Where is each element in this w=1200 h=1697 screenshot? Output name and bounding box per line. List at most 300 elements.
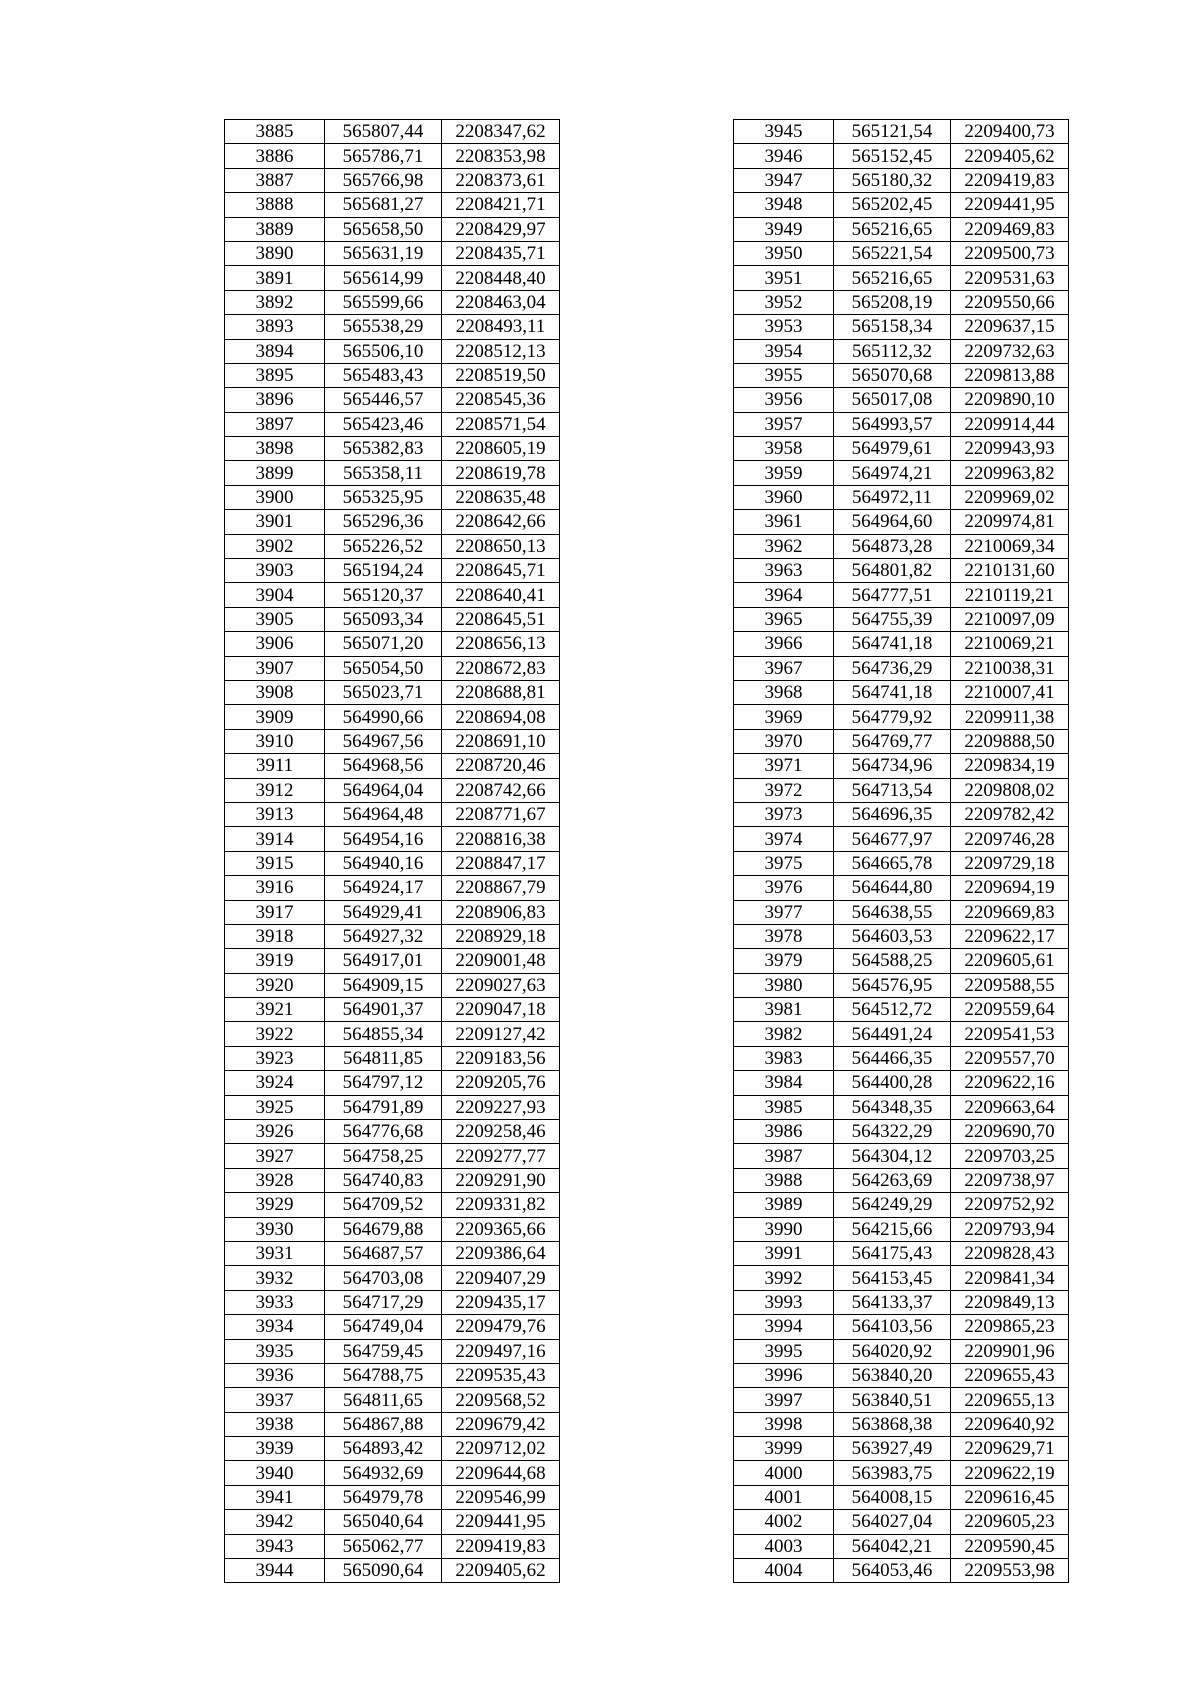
x-coordinate-cell: 565599,66: [325, 290, 442, 314]
y-coordinate-cell: 2208347,62: [442, 120, 560, 144]
x-coordinate-cell: 564867,88: [325, 1412, 442, 1436]
table-row: [734, 290, 1069, 314]
x-coordinate-cell: 564776,68: [325, 1120, 442, 1144]
table-row: [734, 217, 1069, 241]
point-number-cell: 3918: [225, 924, 325, 948]
x-coordinate-cell: 564779,92: [834, 705, 951, 729]
point-number-cell: 3954: [734, 339, 834, 363]
table-row: [734, 656, 1069, 680]
y-coordinate-cell: 2209500,73: [951, 241, 1069, 265]
x-coordinate-cell: 564215,66: [834, 1217, 951, 1241]
x-coordinate-cell: 564968,56: [325, 754, 442, 778]
point-number-cell: 3926: [225, 1120, 325, 1144]
table-row: [225, 973, 560, 997]
x-coordinate-cell: 565681,27: [325, 193, 442, 217]
y-coordinate-cell: 2209568,52: [442, 1388, 560, 1412]
table-row: [225, 266, 560, 290]
table-row: [225, 632, 560, 656]
table-row: [225, 1339, 560, 1363]
table-row: [734, 1437, 1069, 1461]
y-coordinate-cell: 2209616,45: [951, 1485, 1069, 1509]
point-number-cell: 3950: [734, 241, 834, 265]
y-coordinate-cell: 2209605,61: [951, 949, 1069, 973]
table-row: [225, 1144, 560, 1168]
y-coordinate-cell: 2209644,68: [442, 1461, 560, 1485]
y-coordinate-cell: 2209690,70: [951, 1120, 1069, 1144]
y-coordinate-cell: 2210119,21: [951, 583, 1069, 607]
y-coordinate-cell: 2209550,66: [951, 290, 1069, 314]
table-row: [225, 1266, 560, 1290]
point-number-cell: 3975: [734, 851, 834, 875]
y-coordinate-cell: 2209435,17: [442, 1290, 560, 1314]
table-row: [225, 1412, 560, 1436]
point-number-cell: 3985: [734, 1095, 834, 1119]
point-number-cell: 3887: [225, 168, 325, 192]
x-coordinate-cell: 564042,21: [834, 1534, 951, 1558]
point-number-cell: 3903: [225, 559, 325, 583]
table-row: [225, 680, 560, 704]
y-coordinate-cell: 2208605,19: [442, 437, 560, 461]
table-row: [734, 1168, 1069, 1192]
y-coordinate-cell: 2209669,83: [951, 900, 1069, 924]
x-coordinate-cell: 565296,36: [325, 510, 442, 534]
table-row: [734, 1485, 1069, 1509]
y-coordinate-cell: 2208691,10: [442, 729, 560, 753]
table-row: [225, 1290, 560, 1314]
point-number-cell: 3986: [734, 1120, 834, 1144]
point-number-cell: 3997: [734, 1388, 834, 1412]
x-coordinate-cell: 564755,39: [834, 607, 951, 631]
y-coordinate-cell: 2208906,83: [442, 900, 560, 924]
y-coordinate-cell: 2208512,13: [442, 339, 560, 363]
table-row: [734, 1412, 1069, 1436]
y-coordinate-cell: 2209553,98: [951, 1559, 1069, 1583]
y-coordinate-cell: 2209849,13: [951, 1290, 1069, 1314]
x-coordinate-cell: 564972,11: [834, 485, 951, 509]
table-row: [225, 1315, 560, 1339]
y-coordinate-cell: 2209277,77: [442, 1144, 560, 1168]
y-coordinate-cell: 2208640,41: [442, 583, 560, 607]
x-coordinate-cell: 565786,71: [325, 144, 442, 168]
y-coordinate-cell: 2209441,95: [951, 193, 1069, 217]
point-number-cell: 3933: [225, 1290, 325, 1314]
x-coordinate-cell: 565152,45: [834, 144, 951, 168]
point-number-cell: 3974: [734, 827, 834, 851]
table-row: [225, 412, 560, 436]
x-coordinate-cell: 564348,35: [834, 1095, 951, 1119]
point-number-cell: 4000: [734, 1461, 834, 1485]
table-row: [225, 1120, 560, 1144]
y-coordinate-cell: 2208645,51: [442, 607, 560, 631]
table-row: [734, 802, 1069, 826]
y-coordinate-cell: 2209746,28: [951, 827, 1069, 851]
x-coordinate-cell: 564801,82: [834, 559, 951, 583]
table-row: [225, 461, 560, 485]
y-coordinate-cell: 2209828,43: [951, 1241, 1069, 1265]
x-coordinate-cell: 564491,24: [834, 1022, 951, 1046]
x-coordinate-cell: 565090,64: [325, 1559, 442, 1583]
y-coordinate-cell: 2209943,93: [951, 437, 1069, 461]
y-coordinate-cell: 2208353,98: [442, 144, 560, 168]
y-coordinate-cell: 2209441,95: [442, 1510, 560, 1534]
y-coordinate-cell: 2208635,48: [442, 485, 560, 509]
x-coordinate-cell: 565614,99: [325, 266, 442, 290]
point-number-cell: 3972: [734, 778, 834, 802]
point-number-cell: 3916: [225, 876, 325, 900]
x-coordinate-cell: 564322,29: [834, 1120, 951, 1144]
table-row: [225, 949, 560, 973]
x-coordinate-cell: 564008,15: [834, 1485, 951, 1509]
point-number-cell: 3904: [225, 583, 325, 607]
y-coordinate-cell: 2209419,83: [951, 168, 1069, 192]
point-number-cell: 3946: [734, 144, 834, 168]
x-coordinate-cell: 565325,95: [325, 485, 442, 509]
y-coordinate-cell: 2209559,64: [951, 998, 1069, 1022]
y-coordinate-cell: 2209291,90: [442, 1168, 560, 1192]
x-coordinate-cell: 564964,04: [325, 778, 442, 802]
x-coordinate-cell: 565226,52: [325, 534, 442, 558]
x-coordinate-cell: 564909,15: [325, 973, 442, 997]
point-number-cell: 3934: [225, 1315, 325, 1339]
table-row: [225, 1022, 560, 1046]
x-coordinate-cell: 564734,96: [834, 754, 951, 778]
y-coordinate-cell: 2208694,08: [442, 705, 560, 729]
table-row: [734, 1461, 1069, 1485]
table-row: [734, 339, 1069, 363]
y-coordinate-cell: 2209914,44: [951, 412, 1069, 436]
x-coordinate-cell: 564677,97: [834, 827, 951, 851]
y-coordinate-cell: 2209557,70: [951, 1046, 1069, 1070]
table-row: [734, 973, 1069, 997]
table-row: [734, 851, 1069, 875]
table-row: [225, 607, 560, 631]
point-number-cell: 3906: [225, 632, 325, 656]
table-row: [225, 534, 560, 558]
table-row: [225, 998, 560, 1022]
x-coordinate-cell: 564901,37: [325, 998, 442, 1022]
x-coordinate-cell: 565506,10: [325, 339, 442, 363]
x-coordinate-cell: 564696,35: [834, 802, 951, 826]
point-number-cell: 3905: [225, 607, 325, 631]
point-number-cell: 3956: [734, 388, 834, 412]
y-coordinate-cell: 2209546,99: [442, 1485, 560, 1509]
table-row: [225, 485, 560, 509]
table-row: [734, 266, 1069, 290]
point-number-cell: 3927: [225, 1144, 325, 1168]
table-row: [734, 1266, 1069, 1290]
point-number-cell: 3965: [734, 607, 834, 631]
y-coordinate-cell: 2209622,19: [951, 1461, 1069, 1485]
x-coordinate-cell: 565631,19: [325, 241, 442, 265]
point-number-cell: 3942: [225, 1510, 325, 1534]
table-row: [734, 1095, 1069, 1119]
point-number-cell: 3996: [734, 1363, 834, 1387]
point-number-cell: 3995: [734, 1339, 834, 1363]
x-coordinate-cell: 565120,37: [325, 583, 442, 607]
table-row: [734, 1559, 1069, 1583]
x-coordinate-cell: 565023,71: [325, 680, 442, 704]
x-coordinate-cell: 565121,54: [834, 120, 951, 144]
y-coordinate-cell: 2208435,71: [442, 241, 560, 265]
table-row: [225, 1241, 560, 1265]
x-coordinate-cell: 565216,65: [834, 266, 951, 290]
point-number-cell: 3951: [734, 266, 834, 290]
table-row: [225, 437, 560, 461]
y-coordinate-cell: 2208847,17: [442, 851, 560, 875]
y-coordinate-cell: 2208672,83: [442, 656, 560, 680]
point-number-cell: 3925: [225, 1095, 325, 1119]
point-number-cell: 3945: [734, 120, 834, 144]
table-row: [734, 900, 1069, 924]
y-coordinate-cell: 2209738,97: [951, 1168, 1069, 1192]
x-coordinate-cell: 564932,69: [325, 1461, 442, 1485]
x-coordinate-cell: 565658,50: [325, 217, 442, 241]
x-coordinate-cell: 564873,28: [834, 534, 951, 558]
table-row: [225, 1095, 560, 1119]
x-coordinate-cell: 564788,75: [325, 1363, 442, 1387]
y-coordinate-cell: 2209258,46: [442, 1120, 560, 1144]
y-coordinate-cell: 2209793,94: [951, 1217, 1069, 1241]
table-row: [734, 559, 1069, 583]
table-row: [225, 120, 560, 144]
y-coordinate-cell: 2209712,02: [442, 1437, 560, 1461]
point-number-cell: 3935: [225, 1339, 325, 1363]
x-coordinate-cell: 564974,21: [834, 461, 951, 485]
point-number-cell: 3943: [225, 1534, 325, 1558]
point-number-cell: 3962: [734, 534, 834, 558]
table-row: [225, 1559, 560, 1583]
y-coordinate-cell: 2209227,93: [442, 1095, 560, 1119]
point-number-cell: 3991: [734, 1241, 834, 1265]
table-row: [734, 363, 1069, 387]
point-number-cell: 3983: [734, 1046, 834, 1070]
y-coordinate-cell: 2208571,54: [442, 412, 560, 436]
table-row: [225, 656, 560, 680]
point-number-cell: 3889: [225, 217, 325, 241]
y-coordinate-cell: 2209679,42: [442, 1412, 560, 1436]
point-number-cell: 4002: [734, 1510, 834, 1534]
y-coordinate-cell: 2209637,15: [951, 315, 1069, 339]
point-number-cell: 3993: [734, 1290, 834, 1314]
y-coordinate-cell: 2209732,63: [951, 339, 1069, 363]
point-number-cell: 3944: [225, 1559, 325, 1583]
x-coordinate-cell: 564103,56: [834, 1315, 951, 1339]
table-row: [225, 217, 560, 241]
y-coordinate-cell: 2209469,83: [951, 217, 1069, 241]
point-number-cell: 3994: [734, 1315, 834, 1339]
y-coordinate-cell: 2209047,18: [442, 998, 560, 1022]
x-coordinate-cell: 565358,11: [325, 461, 442, 485]
y-coordinate-cell: 2209419,83: [442, 1534, 560, 1558]
table-row: [734, 632, 1069, 656]
point-number-cell: 3900: [225, 485, 325, 509]
y-coordinate-cell: 2209405,62: [951, 144, 1069, 168]
x-coordinate-cell: 565807,44: [325, 120, 442, 144]
table-row: [734, 680, 1069, 704]
point-number-cell: 3930: [225, 1217, 325, 1241]
x-coordinate-cell: 565158,34: [834, 315, 951, 339]
x-coordinate-cell: 565062,77: [325, 1534, 442, 1558]
x-coordinate-cell: 564644,80: [834, 876, 951, 900]
x-coordinate-cell: 564927,32: [325, 924, 442, 948]
x-coordinate-cell: 565423,46: [325, 412, 442, 436]
y-coordinate-cell: 2210038,31: [951, 656, 1069, 680]
table-row: [225, 705, 560, 729]
x-coordinate-cell: 565216,65: [834, 217, 951, 241]
point-number-cell: 3911: [225, 754, 325, 778]
table-row: [734, 1144, 1069, 1168]
x-coordinate-cell: 564740,83: [325, 1168, 442, 1192]
point-number-cell: 3980: [734, 973, 834, 997]
y-coordinate-cell: 2209703,25: [951, 1144, 1069, 1168]
table-row: [734, 315, 1069, 339]
point-number-cell: 3939: [225, 1437, 325, 1461]
table-row: [734, 388, 1069, 412]
table-row: [734, 998, 1069, 1022]
y-coordinate-cell: 2208867,79: [442, 876, 560, 900]
y-coordinate-cell: 2208463,04: [442, 290, 560, 314]
table-row: [734, 1510, 1069, 1534]
table-row: [734, 144, 1069, 168]
point-number-cell: 3932: [225, 1266, 325, 1290]
point-number-cell: 3973: [734, 802, 834, 826]
y-coordinate-cell: 2209588,55: [951, 973, 1069, 997]
table-row: [225, 1217, 560, 1241]
y-coordinate-cell: 2209407,29: [442, 1266, 560, 1290]
y-coordinate-cell: 2209497,16: [442, 1339, 560, 1363]
table-row: [225, 876, 560, 900]
table-row: [734, 1071, 1069, 1095]
table-row: [734, 827, 1069, 851]
table-row: [734, 778, 1069, 802]
table-row: [225, 1363, 560, 1387]
table-row: [734, 437, 1069, 461]
table-row: [225, 1461, 560, 1485]
table-row: [225, 388, 560, 412]
y-coordinate-cell: 2210131,60: [951, 559, 1069, 583]
x-coordinate-cell: 564749,04: [325, 1315, 442, 1339]
y-coordinate-cell: 2209629,71: [951, 1437, 1069, 1461]
point-number-cell: 3981: [734, 998, 834, 1022]
x-coordinate-cell: 563868,38: [834, 1412, 951, 1436]
y-coordinate-cell: 2209479,76: [442, 1315, 560, 1339]
x-coordinate-cell: 565054,50: [325, 656, 442, 680]
coordinates-table-body: [225, 120, 560, 1583]
table-row: [225, 900, 560, 924]
x-coordinate-cell: 564811,65: [325, 1388, 442, 1412]
x-coordinate-cell: 565382,83: [325, 437, 442, 461]
y-coordinate-cell: 2208448,40: [442, 266, 560, 290]
point-number-cell: 3947: [734, 168, 834, 192]
y-coordinate-cell: 2209655,43: [951, 1363, 1069, 1387]
table-row: [734, 534, 1069, 558]
point-number-cell: 3958: [734, 437, 834, 461]
table-row: [225, 1193, 560, 1217]
table-row: [225, 729, 560, 753]
x-coordinate-cell: 564964,60: [834, 510, 951, 534]
x-coordinate-cell: 564249,29: [834, 1193, 951, 1217]
x-coordinate-cell: 565221,54: [834, 241, 951, 265]
x-coordinate-cell: 564990,66: [325, 705, 442, 729]
coordinates-table-body: [734, 120, 1069, 1583]
y-coordinate-cell: 2209027,63: [442, 973, 560, 997]
table-row: [734, 607, 1069, 631]
x-coordinate-cell: 564917,01: [325, 949, 442, 973]
table-row: [225, 144, 560, 168]
point-number-cell: 3907: [225, 656, 325, 680]
y-coordinate-cell: 2208519,50: [442, 363, 560, 387]
table-row: [734, 1315, 1069, 1339]
x-coordinate-cell: 564400,28: [834, 1071, 951, 1095]
x-coordinate-cell: 563840,51: [834, 1388, 951, 1412]
y-coordinate-cell: 2209127,42: [442, 1022, 560, 1046]
table-row: [225, 339, 560, 363]
point-number-cell: 3914: [225, 827, 325, 851]
y-coordinate-cell: 2209813,88: [951, 363, 1069, 387]
x-coordinate-cell: 564304,12: [834, 1144, 951, 1168]
point-number-cell: 3978: [734, 924, 834, 948]
point-number-cell: 3963: [734, 559, 834, 583]
y-coordinate-cell: 2209205,76: [442, 1071, 560, 1095]
table-row: [225, 510, 560, 534]
point-number-cell: 4003: [734, 1534, 834, 1558]
x-coordinate-cell: 564576,95: [834, 973, 951, 997]
point-number-cell: 3937: [225, 1388, 325, 1412]
point-number-cell: 3898: [225, 437, 325, 461]
y-coordinate-cell: 2209183,56: [442, 1046, 560, 1070]
x-coordinate-cell: 564736,29: [834, 656, 951, 680]
table-row: [225, 290, 560, 314]
table-row: [225, 778, 560, 802]
point-number-cell: 3890: [225, 241, 325, 265]
point-number-cell: 3949: [734, 217, 834, 241]
table-row: [734, 412, 1069, 436]
x-coordinate-cell: 564855,34: [325, 1022, 442, 1046]
y-coordinate-cell: 2209974,81: [951, 510, 1069, 534]
point-number-cell: 3971: [734, 754, 834, 778]
x-coordinate-cell: 565446,57: [325, 388, 442, 412]
table-row: [225, 1168, 560, 1192]
table-row: [225, 559, 560, 583]
point-number-cell: 3982: [734, 1022, 834, 1046]
point-number-cell: 3967: [734, 656, 834, 680]
x-coordinate-cell: 564979,78: [325, 1485, 442, 1509]
x-coordinate-cell: 565180,32: [834, 168, 951, 192]
point-number-cell: 3885: [225, 120, 325, 144]
point-number-cell: 3908: [225, 680, 325, 704]
point-number-cell: 3987: [734, 1144, 834, 1168]
y-coordinate-cell: 2209663,64: [951, 1095, 1069, 1119]
x-coordinate-cell: 564703,08: [325, 1266, 442, 1290]
point-number-cell: 3928: [225, 1168, 325, 1192]
point-number-cell: 3989: [734, 1193, 834, 1217]
y-coordinate-cell: 2209640,92: [951, 1412, 1069, 1436]
point-number-cell: 3955: [734, 363, 834, 387]
y-coordinate-cell: 2209901,96: [951, 1339, 1069, 1363]
x-coordinate-cell: 564153,45: [834, 1266, 951, 1290]
point-number-cell: 3924: [225, 1071, 325, 1095]
table-row: [225, 851, 560, 875]
point-number-cell: 3966: [734, 632, 834, 656]
point-number-cell: 3929: [225, 1193, 325, 1217]
x-coordinate-cell: 564954,16: [325, 827, 442, 851]
table-row: [734, 1022, 1069, 1046]
table-row: [734, 729, 1069, 753]
point-number-cell: 3888: [225, 193, 325, 217]
table-row: [225, 1046, 560, 1070]
x-coordinate-cell: 564993,57: [834, 412, 951, 436]
table-row: [734, 1388, 1069, 1412]
